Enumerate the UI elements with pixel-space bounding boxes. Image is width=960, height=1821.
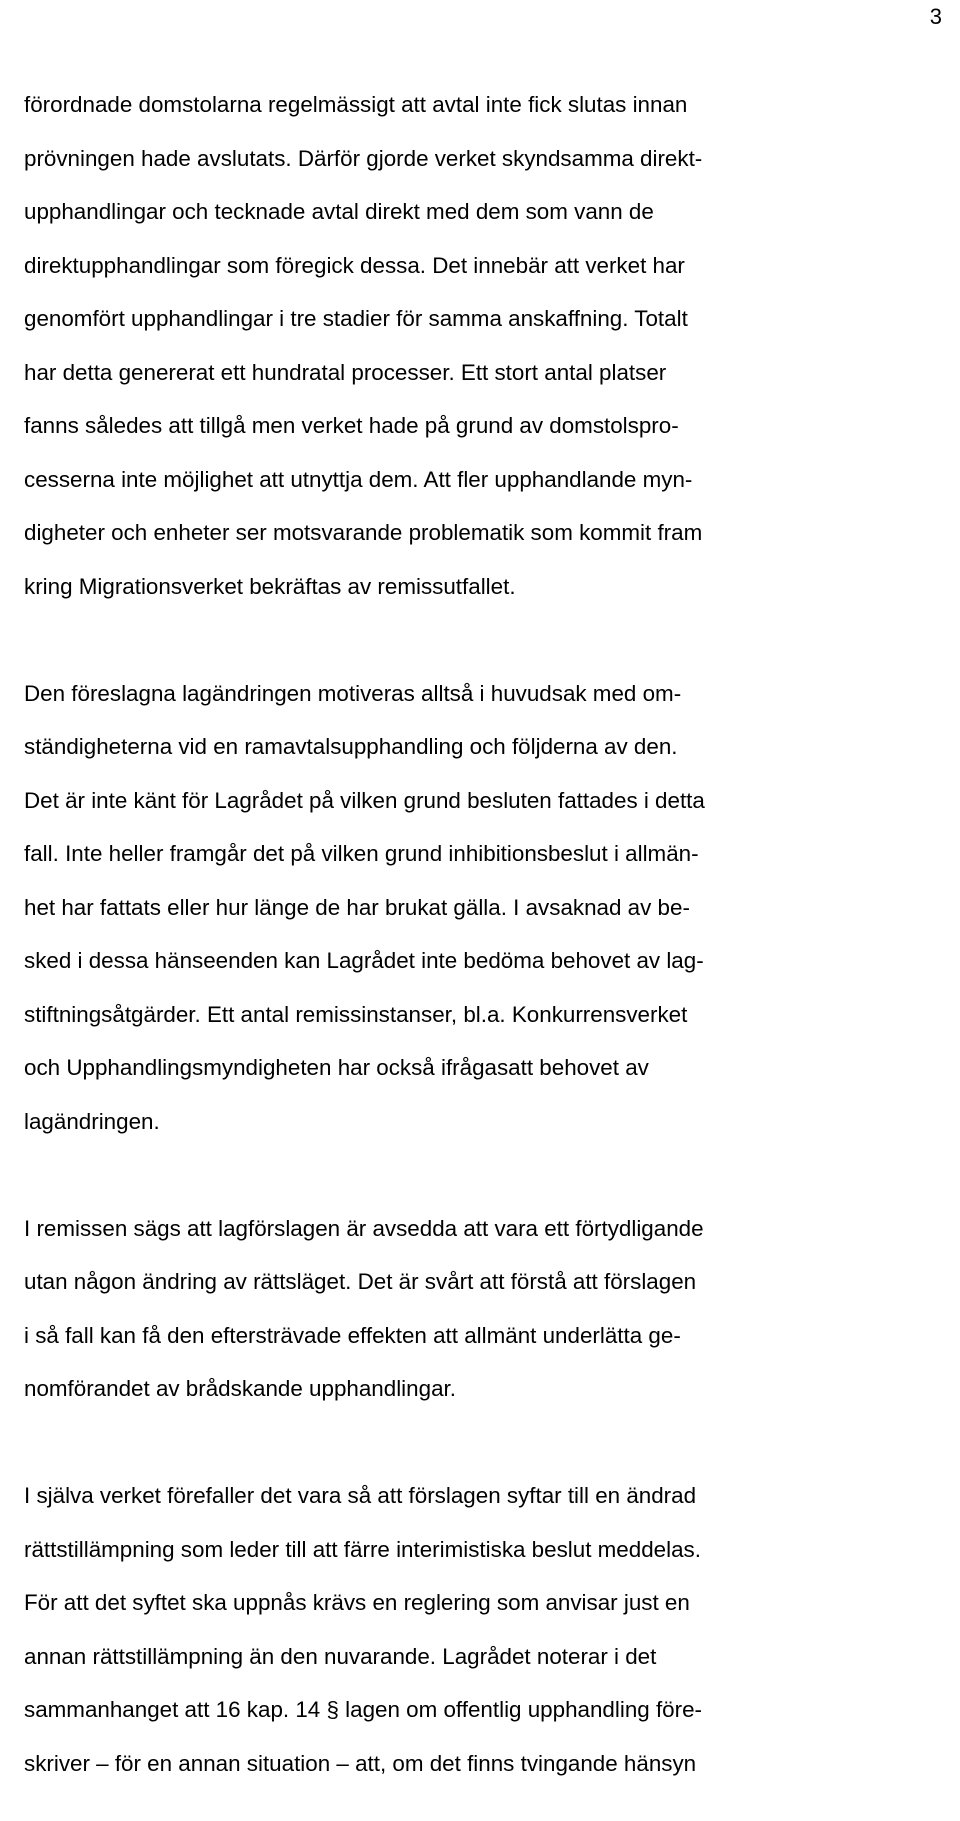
text-line: stiftningsåtgärder. Ett antal remissinstanser, bl.a. Konkurrensverket [24, 1001, 688, 1027]
text-line: nomförandet av brådskande upphandlingar. [24, 1376, 456, 1401]
text-line: digheter och enheter ser motsvarande problematik som kommit fram [24, 520, 703, 545]
text-line: cesserna inte möjlighet att utnyttja dem. Att fler upphandlande myn- [24, 466, 693, 492]
paragraph [24, 1469, 929, 1790]
text-line: kring Migrationsverket bekräftas av remissutfallet. [24, 573, 516, 599]
text-line: För att det syftet ska uppnås krävs en reglering som anvisar just en [24, 1590, 690, 1615]
text-line: genomfört upphandlingar i tre stadier för samma anskaffning. Totalt [24, 306, 688, 331]
text-line: utan någon ändring av rättsläget. Det är svårt att förstå att förslagen [24, 1269, 697, 1294]
page-number: 3 [929, 4, 942, 29]
text-line: fanns således att tillgå men verket hade på grund av domstolspro- [24, 413, 679, 438]
text-line: Den föreslagna lagändringen motiveras alltså i huvudsak med om- [24, 680, 682, 706]
text-line: lagändringen. [24, 1108, 160, 1134]
document-body [24, 78, 929, 1790]
text-line: upphandlingar och tecknade avtal direkt med dem som vann de [24, 199, 654, 224]
text-line: rättstillämpning som leder till att färre interimistiska beslut meddelas. [24, 1536, 701, 1562]
paragraph [24, 667, 929, 1149]
text-line: prövningen hade avslutats. Därför gjorde verket skyndsamma direkt- [24, 145, 703, 171]
text-line: het har fattats eller hur länge de har brukat gälla. I avsaknad av be- [24, 894, 690, 920]
text-line: skriver – för en annan situation – att, om det finns tvingande hänsyn [24, 1750, 697, 1776]
text-line: ständigheterna vid en ramavtalsupphandling och följderna av den. [24, 734, 678, 759]
text-line: och Upphandlingsmyndigheten har också ifrågasatt behovet av [24, 1055, 649, 1080]
text-line: I själva verket förefaller det vara så att förslagen syftar till en ändrad [24, 1483, 697, 1508]
text-line: förordnade domstolarna regelmässigt att avtal inte fick slutas innan [24, 92, 688, 117]
text-line: sammanhanget att 16 kap. 14 § lagen om offentlig upphandling före- [24, 1697, 702, 1722]
text-line: fall. Inte heller framgår det på vilken grund inhibitionsbeslut i allmän- [24, 841, 699, 866]
text-line: sked i dessa hänseenden kan Lagrådet inte bedöma behovet av lag- [24, 948, 704, 973]
text-line: direktupphandlingar som föregick dessa. Det innebär att verket har [24, 252, 685, 278]
text-line: i så fall kan få den eftersträvade effekten att allmänt underlätta ge- [24, 1322, 681, 1348]
paragraph [24, 78, 929, 613]
text-line: annan rättstillämpning än den nuvarande. Lagrådet noterar i det [24, 1643, 657, 1669]
text-line: har detta genererat ett hundratal processer. Ett stort antal platser [24, 359, 667, 385]
text-line: Det är inte känt för Lagrådet på vilken grund besluten fattades i detta [24, 787, 705, 813]
paragraph [24, 1202, 929, 1416]
text-line: I remissen sägs att lagförslagen är avsedda att vara ett förtydligande [24, 1215, 704, 1241]
